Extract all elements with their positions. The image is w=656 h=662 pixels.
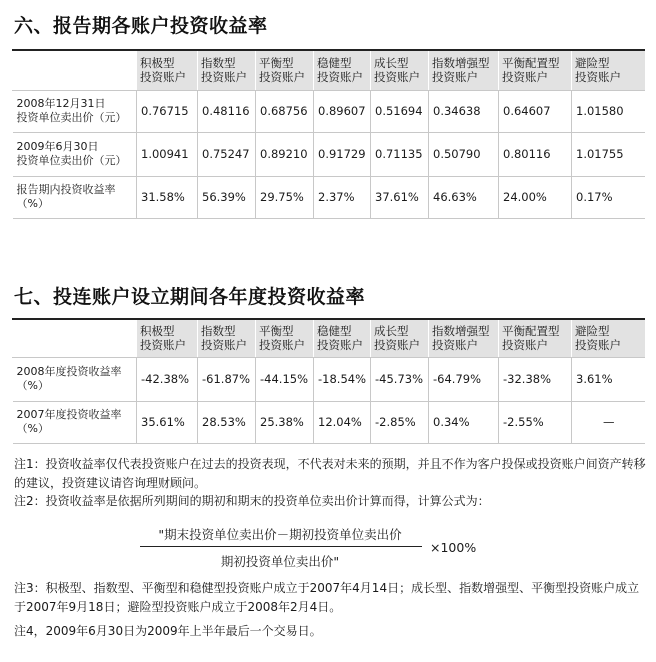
table-cell: -18.54% xyxy=(314,357,371,401)
table-cell: 0.51694 xyxy=(371,90,429,132)
table-row xyxy=(13,132,645,176)
table-cell: 0.34638 xyxy=(429,90,499,132)
table-cell: 0.71135 xyxy=(371,132,429,176)
table-cell: 31.58% xyxy=(137,176,198,218)
formula-multiplier: ×100% xyxy=(430,540,477,555)
col-header-balanced-allocation: 平衡配置型 投资账户 xyxy=(499,319,572,357)
col-header-stable: 稳健型 投资账户 xyxy=(314,319,371,357)
table-cell: 29.75% xyxy=(256,176,314,218)
col-header-enhanced-index: 指数增强型 投资账户 xyxy=(429,319,499,357)
table-cell: 0.80116 xyxy=(499,132,572,176)
table-cell: -45.73% xyxy=(371,357,429,401)
table-cell: 0.91729 xyxy=(314,132,371,176)
col-header-balanced-allocation: 平衡配置型 投资账户 xyxy=(499,50,572,90)
table-cell: 0.89210 xyxy=(256,132,314,176)
table-cell: 12.04% xyxy=(314,401,371,443)
table-cell: -2.55% xyxy=(499,401,572,443)
table-cell: -44.15% xyxy=(256,357,314,401)
col-header-balanced: 平衡型 投资账户 xyxy=(256,50,314,90)
table-cell: 56.39% xyxy=(198,176,256,218)
table-cell: 0.68756 xyxy=(256,90,314,132)
col-header-growth: 成长型 投资账户 xyxy=(371,50,429,90)
section-title-annual-returns: 七、投连账户设立期间各年度投资收益率 xyxy=(14,286,366,308)
formula-numerator: "期末投资单位卖出价－期初投资单位卖出价 xyxy=(158,527,402,542)
table-cell: -32.38% xyxy=(499,357,572,401)
col-header-aggressive: 积极型 投资账户 xyxy=(137,319,198,357)
table-cell: 2.37% xyxy=(314,176,371,218)
table-cell: -2.85% xyxy=(371,401,429,443)
return-formula xyxy=(140,525,480,575)
note-2: 注2：投资收益率是依据所列期间的期初和期末的投资单位卖出价计算而得，计算公式为： xyxy=(14,494,490,508)
col-header-enhanced-index: 指数增强型 投资账户 xyxy=(429,50,499,90)
table-cell: 0.76715 xyxy=(137,90,198,132)
col-header-index: 指数型 投资账户 xyxy=(198,50,256,90)
table-cell: 0.17% xyxy=(572,176,645,218)
col-header-growth: 成长型 投资账户 xyxy=(371,319,429,357)
table-cell: 46.63% xyxy=(429,176,499,218)
section-title-account-returns: 六、报告期各账户投资收益率 xyxy=(14,15,268,37)
col-header-stable: 稳健型 投资账户 xyxy=(314,50,371,90)
table-cell: — xyxy=(572,401,645,443)
col-header-index: 指数型 投资账户 xyxy=(198,319,256,357)
table-cell: 1.01580 xyxy=(572,90,645,132)
col-header-hedge: 避险型 投资账户 xyxy=(572,50,645,90)
formula-denominator: 期初投资单位卖出价" xyxy=(220,554,340,569)
col-header-hedge: 避险型 投资账户 xyxy=(572,319,645,357)
table-cell: 35.61% xyxy=(137,401,198,443)
table-cell: -61.87% xyxy=(198,357,256,401)
table-cell: 0.34% xyxy=(429,401,499,443)
row-label: 2007年度投资收益率 （%） xyxy=(13,401,137,443)
note-4: 注4，2009年6月30日为2009年上半年最后一个交易日。 xyxy=(14,624,322,638)
row-label: 2008年度投资收益率 （%） xyxy=(13,357,137,401)
table-cell: 1.00941 xyxy=(137,132,198,176)
table-cell: 0.89607 xyxy=(314,90,371,132)
table-row xyxy=(13,401,645,443)
table-row xyxy=(13,90,645,132)
note-1: 注1：投资收益率仅代表投资账户在过去的投资表现，不代表对未来的预期，并且不作为客户投保或投资账户间资产转移的建议，投资建议请咨询理财顾问。 xyxy=(14,457,646,490)
table-cell: -42.38% xyxy=(137,357,198,401)
table-cell: 1.01755 xyxy=(572,132,645,176)
note-3: 注3：积极型、指数型、平衡型和稳健型投资账户成立于2007年4月14日；成长型、指数增强型、平衡型投资账户成立于2007年9月18日；避险型投资账户成立于2008年2月4日。 xyxy=(14,581,640,614)
table-cell: 0.75247 xyxy=(198,132,256,176)
notes-block xyxy=(14,455,646,511)
table-cell: 28.53% xyxy=(198,401,256,443)
table-cell: 0.48116 xyxy=(198,90,256,132)
table-cell: 3.61% xyxy=(572,357,645,401)
table-cell: 24.00% xyxy=(499,176,572,218)
table-cell: 0.64607 xyxy=(499,90,572,132)
row-label: 报告期内投资收益率 （%） xyxy=(13,176,137,218)
table-row xyxy=(13,357,645,401)
col-header-aggressive: 积极型 投资账户 xyxy=(137,50,198,90)
row-label: 2009年6月30日 投资单位卖出价（元） xyxy=(13,132,137,176)
header-blank-cell xyxy=(13,319,137,357)
row-label: 2008年12月31日 投资单位卖出价（元） xyxy=(13,90,137,132)
table-cell: 0.50790 xyxy=(429,132,499,176)
table-row xyxy=(13,176,645,218)
table-cell: -64.79% xyxy=(429,357,499,401)
fraction-bar xyxy=(140,546,422,547)
table-cell: 25.38% xyxy=(256,401,314,443)
annual-returns-table xyxy=(12,318,645,444)
table-cell: 37.61% xyxy=(371,176,429,218)
header-blank-cell xyxy=(13,50,137,90)
col-header-balanced: 平衡型 投资账户 xyxy=(256,319,314,357)
report-period-returns-table xyxy=(12,49,645,219)
